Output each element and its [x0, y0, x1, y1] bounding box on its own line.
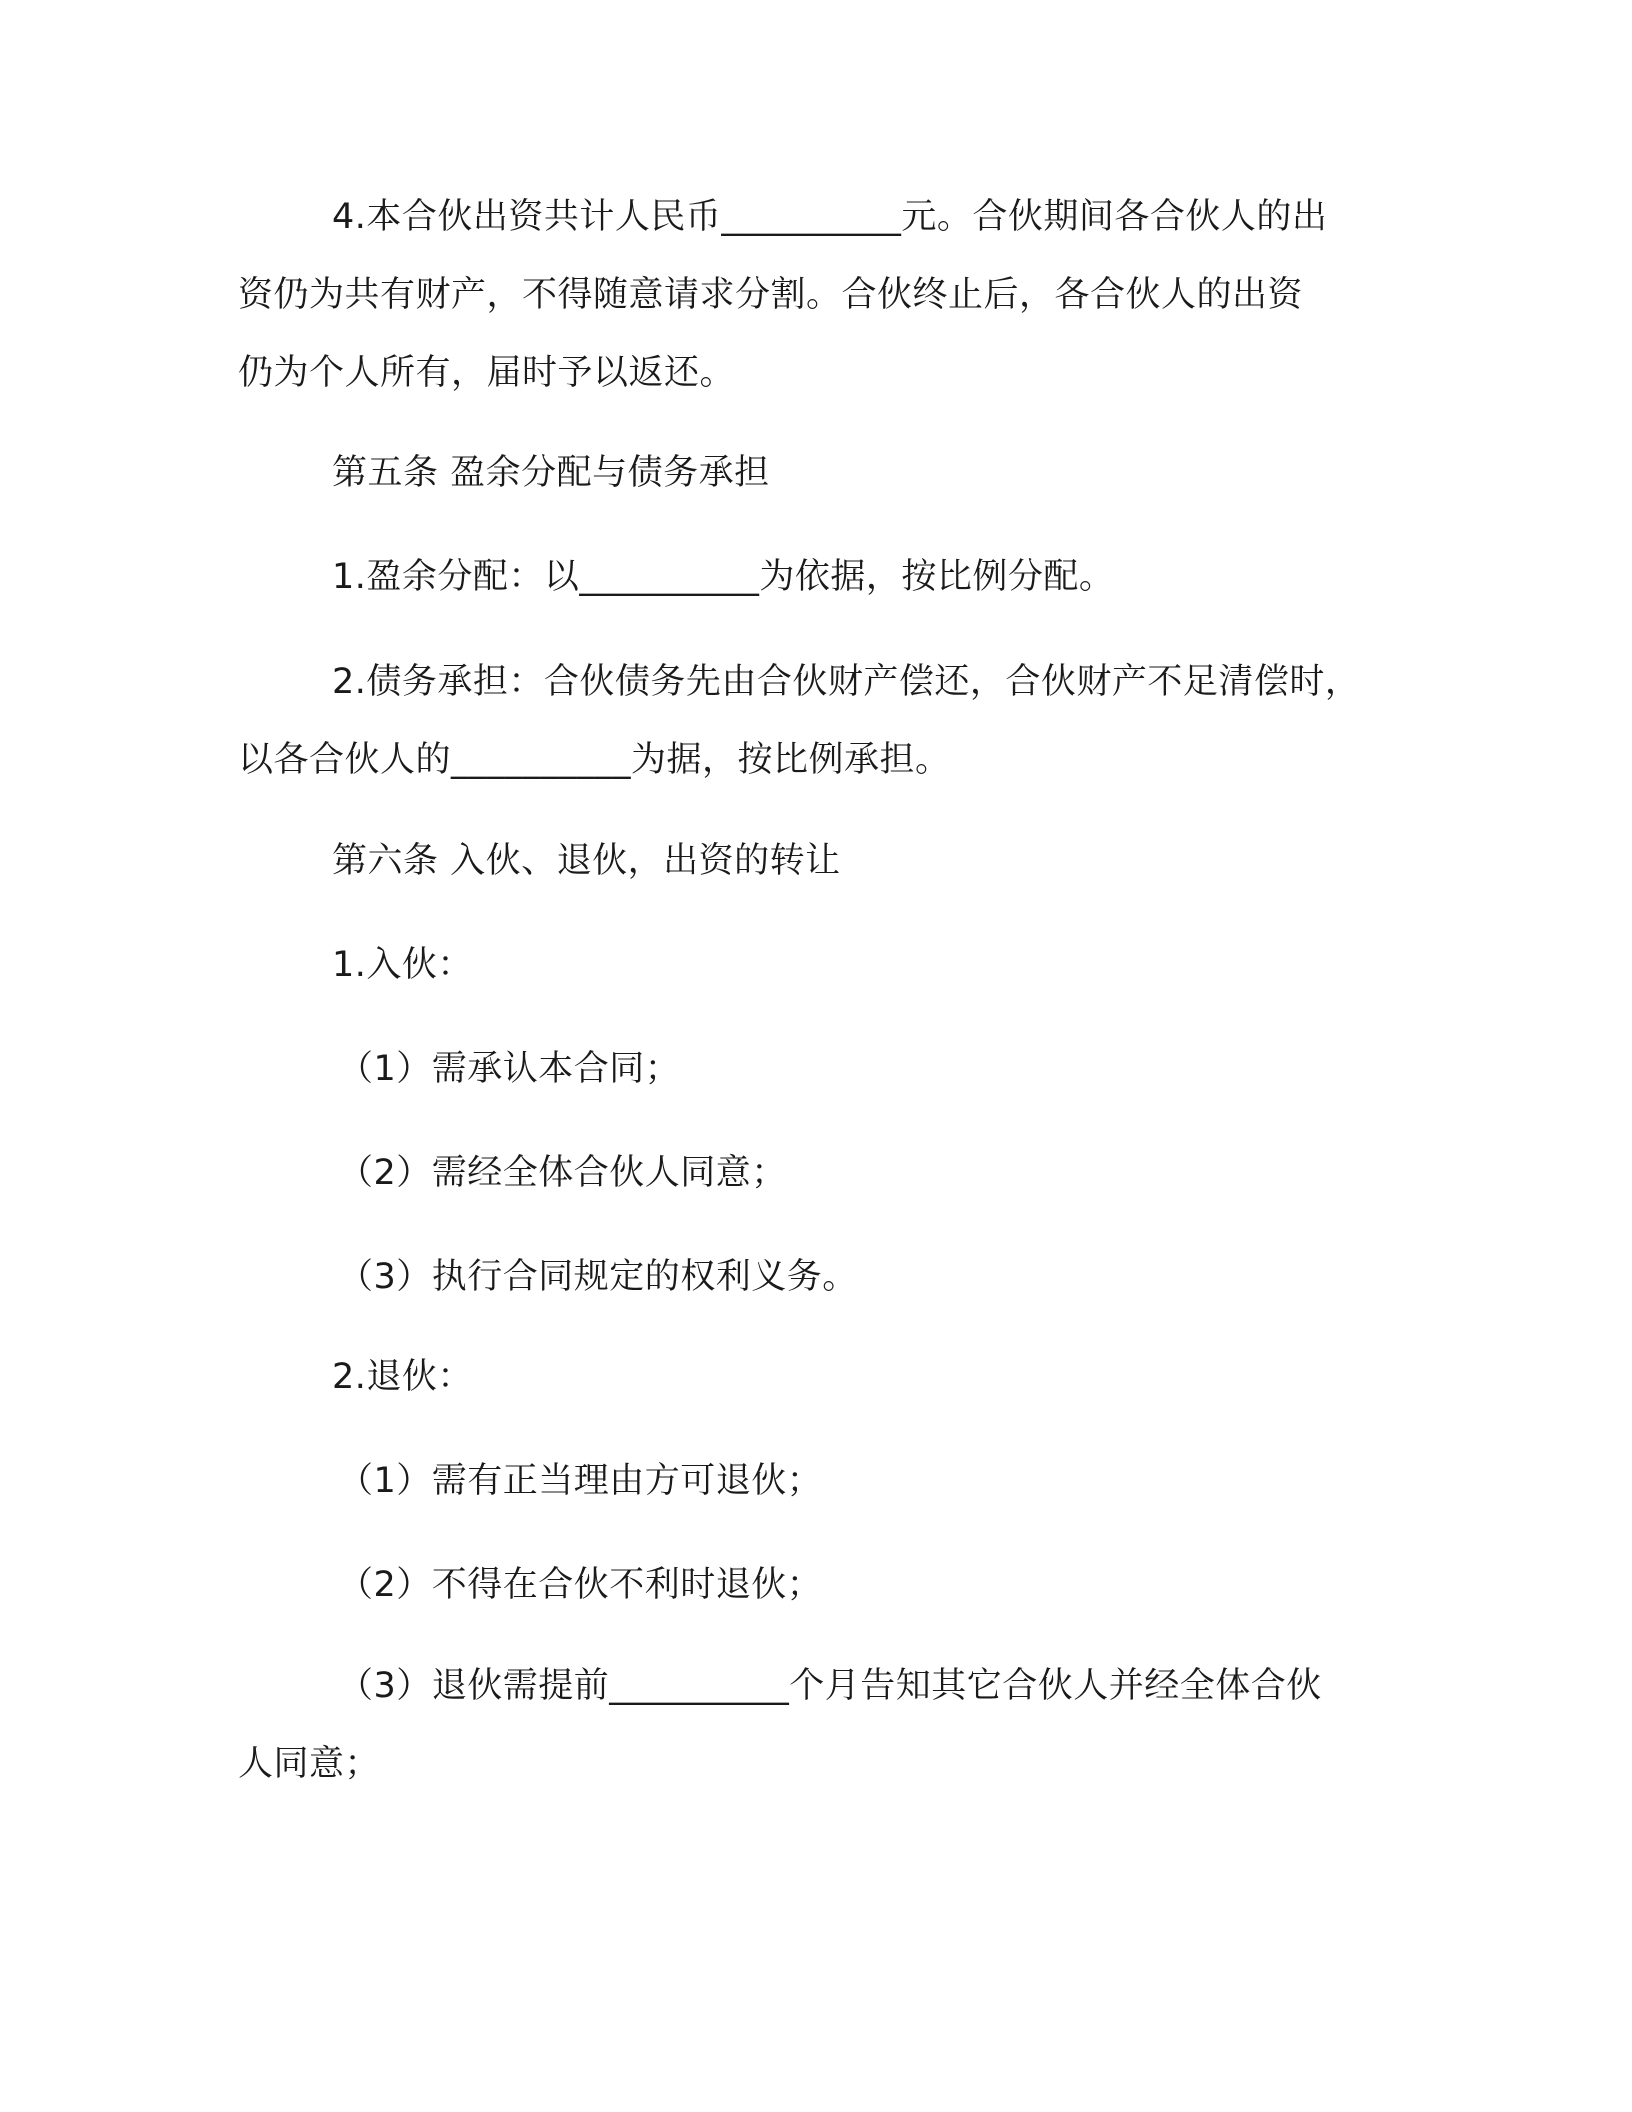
- join-condition-1: （1）需承认本合同；: [338, 1049, 681, 1089]
- join-condition-2: （2）需经全体合伙人同意；: [338, 1153, 787, 1193]
- exit-condition-1: （1）需有正当理由方可退伙；: [338, 1461, 823, 1501]
- exit-condition-3-line-1: （3）退伙需提前__________个月告知其它合伙人并经全体合伙: [338, 1666, 1322, 1706]
- join-heading: 1.入伙：: [332, 945, 473, 985]
- article-6-heading: 第六条 入伙、退伙，出资的转让: [332, 841, 841, 881]
- exit-condition-2: （2）不得在合伙不利时退伙；: [338, 1565, 823, 1605]
- article-5-item-2-line-2: 以各合伙人的__________为据，按比例承担。: [238, 740, 951, 780]
- clause-4-line-2: 资仍为共有财产，不得随意请求分割。合伙终止后，各合伙人的出资: [238, 275, 1304, 315]
- article-5-item-2-line-1: 2.债务承担：合伙债务先由合伙财产偿还，合伙财产不足清偿时，: [332, 662, 1361, 702]
- exit-heading: 2.退伙：: [332, 1357, 473, 1397]
- article-5-heading: 第五条 盈余分配与债务承担: [332, 453, 770, 493]
- exit-condition-3-line-2: 人同意；: [238, 1744, 381, 1784]
- clause-4-line-1: 4.本合伙出资共计人民币__________元。合伙期间各合伙人的出: [332, 197, 1328, 237]
- join-condition-3: （3）执行合同规定的权利义务。: [338, 1257, 858, 1297]
- article-5-item-1: 1.盈余分配：以__________为依据，按比例分配。: [332, 557, 1115, 597]
- clause-4-line-3: 仍为个人所有，届时予以返还。: [238, 353, 736, 393]
